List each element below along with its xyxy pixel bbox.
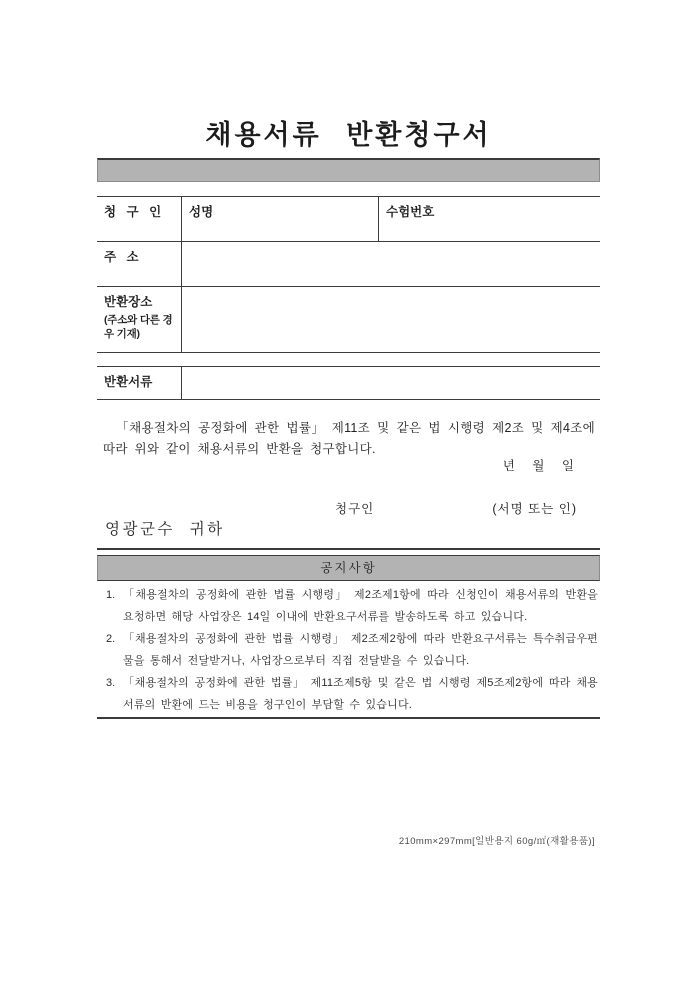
table-row	[97, 287, 600, 353]
signer-label: 청구인	[335, 502, 375, 516]
notice-item-text: 「채용절차의 공정화에 관한 법률」 제11조제5항 및 같은 법 시행령 제5조제2항에 따라 채용서류의 반환에 드는 비용을 청구인이 부담할 수 있습니다.	[123, 677, 598, 711]
notice-header-label: 공지사항	[320, 561, 377, 575]
return-place-note: (주소와 다른 경우 기재)	[104, 314, 173, 341]
title-divider-bar	[97, 158, 600, 182]
exam-number-field-cell[interactable]	[379, 197, 600, 241]
notice-bottom-line	[97, 717, 600, 719]
notice-item-text: 「채용절차의 공정화에 관한 법률 시행령」 제2조제1항에 따라 신청인이 채용서류의 반환을 요청하면 해당 사업장은 14일 이내에 반환요구서류를 발송하도록 하고 있습니다.	[123, 589, 598, 623]
table-gap	[97, 353, 600, 366]
section-divider-line	[97, 548, 600, 550]
table-row	[97, 242, 600, 287]
notice-item-number: 1.	[106, 589, 116, 601]
date-year-label: 년	[502, 459, 515, 473]
notice-item	[106, 628, 598, 672]
addressee-line: 영광군수 귀하	[105, 521, 225, 538]
exam-number-label: 수험번호	[386, 205, 435, 219]
name-label: 성명	[189, 205, 214, 219]
form-title: 채용서류 반환청구서	[205, 120, 492, 150]
date-line	[97, 456, 574, 474]
return-docs-label-cell: 반환서류	[97, 367, 182, 399]
notice-item-text: 「채용절차의 공정화에 관한 법률 시행령」 제2조제2항에 따라 반환요구서류는 특수취급우편물을 통해서 전달받거나, 사업장으로부터 직접 전달받을 수 있습니다.	[123, 633, 598, 667]
address-label-cell: 주 소	[97, 242, 182, 286]
return-place-field-cell[interactable]	[182, 287, 600, 352]
notice-header-bar	[97, 555, 600, 581]
address-field-cell[interactable]	[182, 242, 600, 286]
date-day-label: 일	[561, 459, 574, 473]
claimant-info-table	[97, 196, 600, 400]
declaration-text: 「채용절차의 공정화에 관한 법률」 제11조 및 같은 법 시행령 제2조 및 제4조에 따라 위와 같이 채용서류의 반환을 청구합니다.	[103, 420, 595, 456]
signature-row	[97, 499, 577, 517]
date-month-label: 월	[532, 459, 545, 473]
signature-note: (서명 또는 인)	[492, 502, 577, 516]
return-place-label: 반환장소	[104, 295, 153, 309]
return-place-label-cell	[97, 287, 182, 352]
table-row	[97, 366, 600, 400]
notice-item-number: 3.	[106, 677, 116, 689]
claimant-label-cell: 청 구 인	[97, 197, 182, 241]
table-row	[97, 196, 600, 242]
notice-item	[106, 584, 598, 628]
name-field-cell[interactable]	[182, 197, 379, 241]
return-docs-field-cell[interactable]	[182, 367, 600, 399]
notice-item	[106, 672, 598, 716]
notice-list	[106, 584, 598, 716]
paper-spec-footer: 210mm×297mm[일반용지 60g/㎡(재활용품)]	[398, 836, 595, 847]
notice-item-number: 2.	[106, 633, 116, 645]
